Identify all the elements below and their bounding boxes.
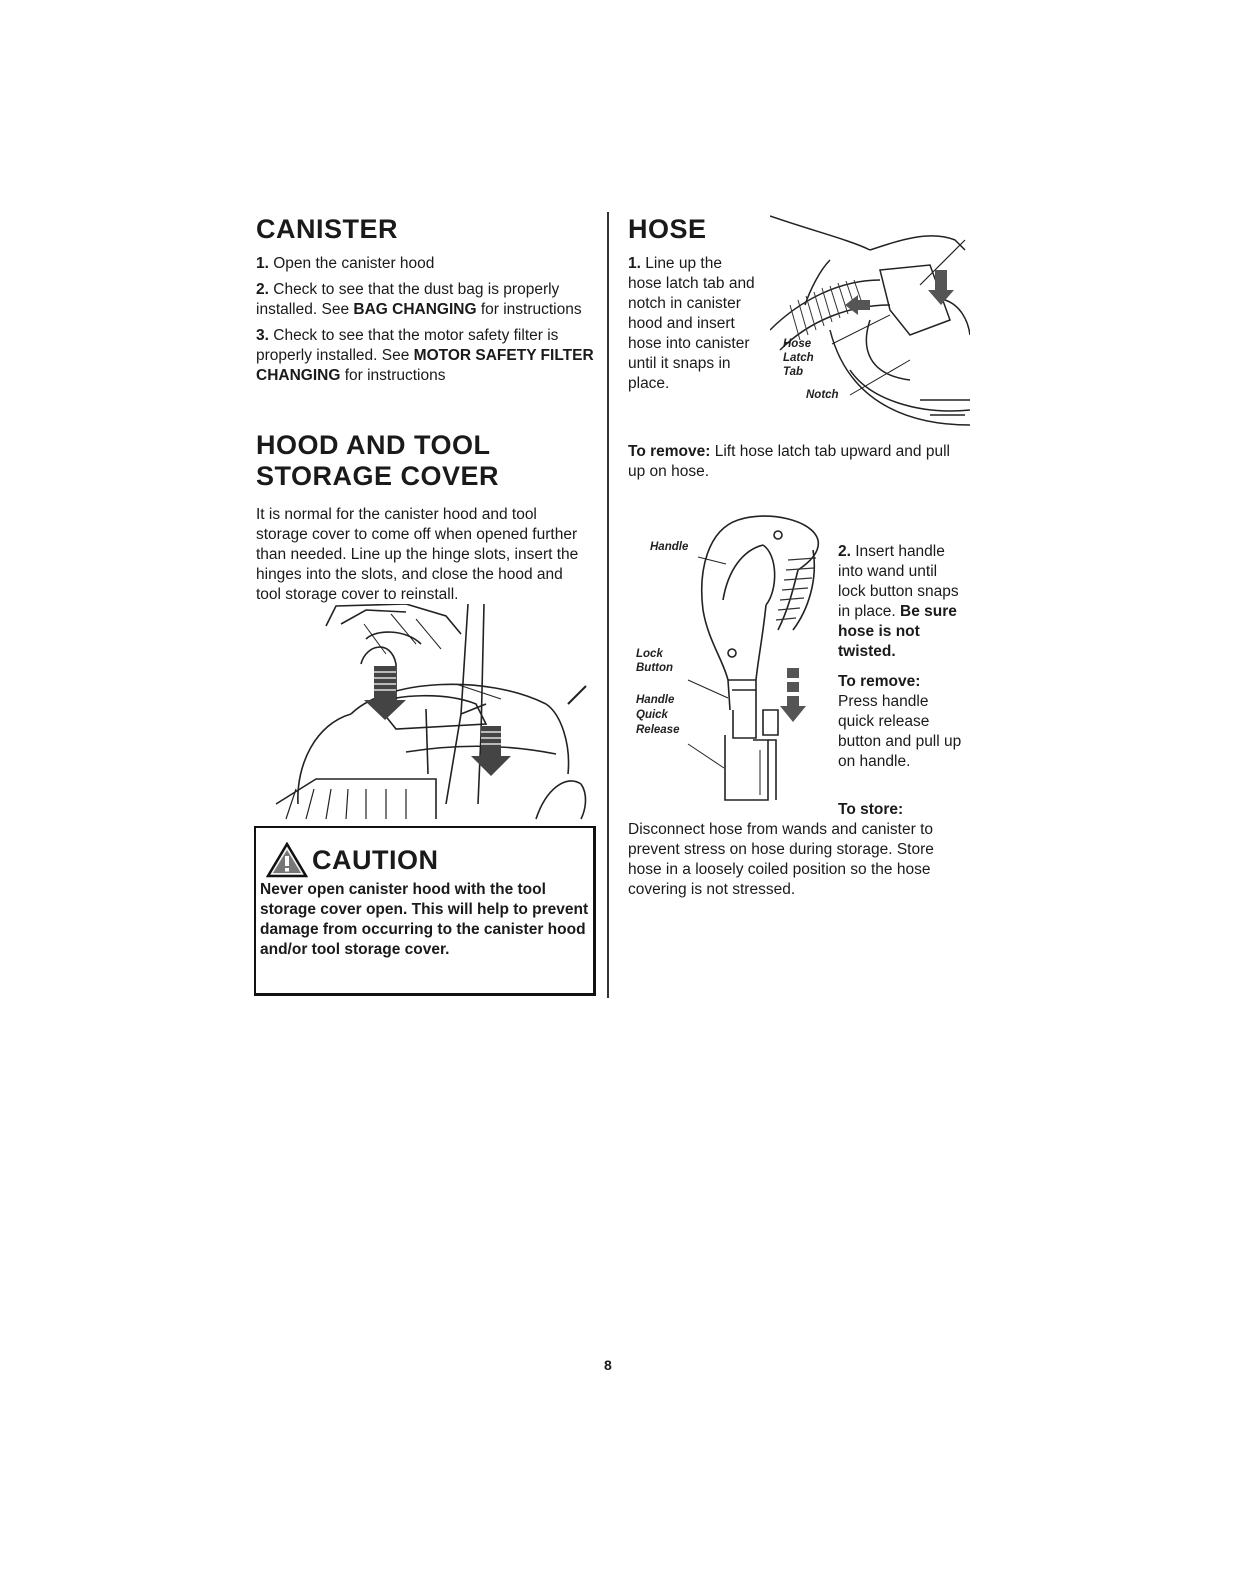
hose-step-2: 2. Insert handle into wand until lock button snaps in place. Be sure hose is not twisted. <box>838 543 959 660</box>
canister-step-1: 1. Open the canister hood <box>256 255 435 272</box>
hose-remove: To remove: Lift hose latch tab upward and pull up on hose. <box>628 443 950 480</box>
label-button: Button <box>636 662 674 674</box>
canister-steps <box>256 254 596 386</box>
canister-step-3: 3. Check to see that the motor safety filter is properly installed. See MOTOR SAFETY FILTER CHANGING for instructions <box>256 327 594 384</box>
store-text: Disconnect hose from wands and canister to prevent stress on hose during storage. Store hose in a loosely coiled position so the hose covering is not stressed. <box>628 821 934 898</box>
store-label: To store: <box>838 801 904 818</box>
label-handle-quick-release-1: Handle <box>636 694 675 706</box>
page-number: 8 <box>604 1357 612 1373</box>
hood-heading: HOOD AND TOOL STORAGE COVER <box>256 430 500 491</box>
label-hose: Hose <box>783 338 812 350</box>
canister-heading: CANISTER <box>256 214 399 244</box>
ref-bag-changing: BAG CHANGING <box>353 301 477 318</box>
label-latch: Latch <box>783 352 814 364</box>
ref-motor-filter: MOTOR SAFETY FILTER CHANGING <box>256 347 594 384</box>
hose-step-1: 1. Line up the hose latch tab and notch in canister hood and insert hose into canister until it snaps in place. <box>628 255 755 392</box>
column-divider <box>607 212 609 998</box>
canister-step-2: 2. Check to see that the dust bag is properly installed. See BAG CHANGING for instructions <box>256 281 582 318</box>
hood-storage-illustration <box>256 604 596 824</box>
label-lock: Lock <box>636 648 663 660</box>
label-handle-quick-release-2: Quick <box>636 709 668 721</box>
caution-header <box>266 842 439 878</box>
caution-text: Never open canister hood with the tool storage cover open. This will help to prevent damage from occurring to the canister hood and/or tool storage cover. <box>260 881 589 958</box>
hood-text: It is normal for the canister hood and tool storage cover to come off when opened further than needed. Line up the hinge slots, insert the hinges into the slots, and close the hood and tool storage cover to reinstall. <box>256 506 579 603</box>
hose-remove-2: To remove: Press handle quick release button and pull up on handle. <box>838 673 962 770</box>
label-handle-quick-release-3: Release <box>636 724 680 736</box>
caution-box <box>254 826 596 996</box>
hose-heading: HOSE <box>628 214 707 244</box>
twist-warning: Be sure hose is not twisted. <box>838 603 957 660</box>
hose-latch-illustration <box>770 210 970 440</box>
label-tab: Tab <box>783 366 804 378</box>
label-notch: Notch <box>806 389 839 401</box>
caution-title: CAUTION <box>312 844 439 875</box>
label-handle: Handle <box>650 541 689 553</box>
warning-triangle-icon <box>266 842 308 878</box>
